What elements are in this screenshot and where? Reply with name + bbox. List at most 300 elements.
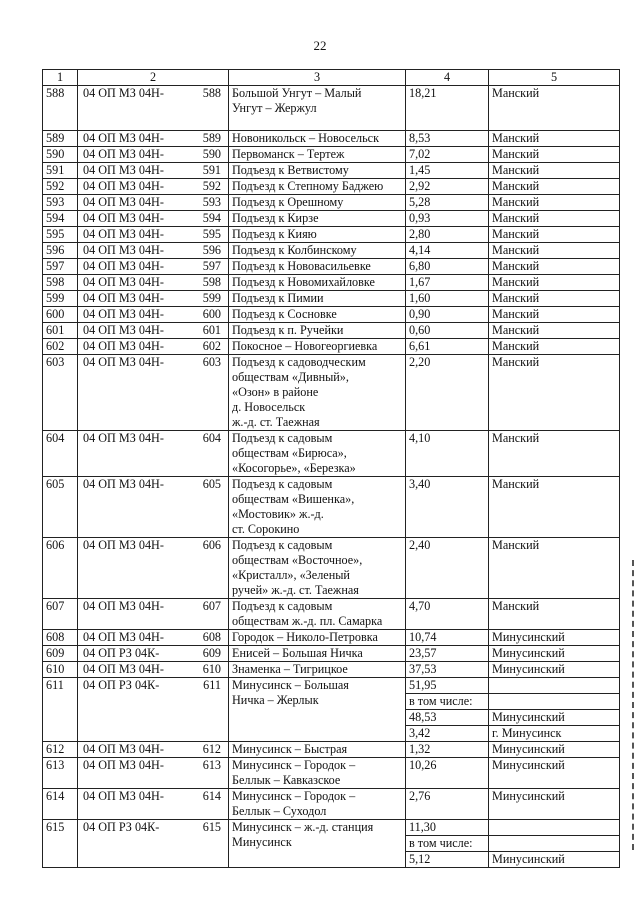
table-row (43, 163, 620, 179)
length-cell (406, 179, 489, 195)
binding-edge-mark (632, 560, 640, 850)
district-value: Минусинский (492, 789, 565, 803)
district-cell (489, 758, 620, 789)
road-code-number: 606 (202, 538, 221, 552)
road-code-number: 612 (202, 742, 221, 756)
table-row (43, 630, 620, 646)
road-code: 04 ОП РЗ 04К- (83, 678, 160, 692)
row-number: 601 (43, 323, 78, 339)
road-code-cell (78, 789, 229, 820)
row-number: 588 (43, 86, 78, 131)
row-number: 607 (43, 599, 78, 630)
row-number: 609 (43, 646, 78, 662)
road-name-cell (229, 820, 406, 868)
road-code-cell (78, 211, 229, 227)
road-code-number: 594 (202, 211, 221, 225)
road-name-line: Покосное – Новогеоргиевка (232, 339, 378, 353)
district-cell (489, 147, 620, 163)
length-cell (406, 646, 489, 662)
length-cell (406, 86, 489, 131)
header-cell-5: 5 (489, 70, 620, 86)
road-name-cell (229, 431, 406, 477)
road-name-cell (229, 662, 406, 678)
road-code: 04 ОП МЗ 04Н- (83, 323, 164, 337)
length-cell (406, 243, 489, 259)
length-cell (406, 275, 489, 291)
road-code-number: 601 (202, 323, 221, 337)
row-number: 600 (43, 307, 78, 323)
district-cell (489, 307, 620, 323)
road-name-line: Енисей – Большая Ничка (232, 646, 363, 660)
road-name-line: Подъезд к садовым (232, 431, 333, 445)
table-row (43, 211, 620, 227)
road-code-number: 589 (202, 131, 221, 145)
district-value: Манский (492, 195, 540, 209)
road-code-cell (78, 307, 229, 323)
row-number: 614 (43, 789, 78, 820)
district-value (489, 694, 619, 710)
road-code-number: 611 (203, 678, 221, 692)
length-value: 4,14 (409, 243, 431, 257)
road-code-cell (78, 323, 229, 339)
table-row (43, 86, 620, 131)
length-value: 7,02 (409, 147, 431, 161)
district-cell (489, 599, 620, 630)
road-code-cell (78, 646, 229, 662)
district-value: Манский (492, 307, 540, 321)
district-value (489, 678, 619, 694)
road-name-line: Подъезд к Степному Баджею (232, 179, 384, 193)
length-value: 10,74 (409, 630, 437, 644)
road-name-line: Унгут – Жержул (232, 101, 317, 115)
row-number: 606 (43, 538, 78, 599)
length-value: 2,40 (409, 538, 431, 552)
road-name-line: Подъезд к Пимии (232, 291, 324, 305)
district-value: Минусинский (492, 742, 565, 756)
road-code-number: 600 (202, 307, 221, 321)
district-value: Минусинский (492, 852, 565, 866)
length-value: 1,60 (409, 291, 431, 305)
district-cell (489, 742, 620, 758)
road-code-number: 614 (202, 789, 221, 803)
road-code: 04 ОП МЗ 04Н- (83, 789, 164, 803)
district-cell (489, 431, 620, 477)
header-cell-3: 3 (229, 70, 406, 86)
row-number: 612 (43, 742, 78, 758)
road-code-cell (78, 538, 229, 599)
row-number: 594 (43, 211, 78, 227)
row-number: 611 (43, 678, 78, 742)
length-value: в том числе: (406, 694, 488, 710)
table-row (43, 646, 620, 662)
road-name-cell (229, 307, 406, 323)
road-name-cell (229, 599, 406, 630)
road-name-line: обществам «Дивный», (232, 370, 349, 384)
road-code-number: 596 (202, 243, 221, 257)
district-value: Манский (492, 227, 540, 241)
row-number: 598 (43, 275, 78, 291)
length-value: 51,95 (406, 678, 488, 694)
header-cell-4: 4 (406, 70, 489, 86)
table-row (43, 195, 620, 211)
road-code: 04 ОП РЗ 04К- (83, 820, 160, 834)
district-value: Манский (492, 599, 540, 613)
row-number: 602 (43, 339, 78, 355)
road-name-line: Большой Унгут – Малый (232, 86, 362, 100)
district-value: Манский (492, 538, 540, 552)
road-name-line: обществам «Восточное», (232, 553, 363, 567)
road-name-line: обществам ж.-д. пл. Самарка (232, 614, 383, 628)
district-value: Минусинский (492, 630, 565, 644)
district-cell (489, 259, 620, 275)
length-cell (406, 742, 489, 758)
district-value (489, 820, 619, 836)
table-row (43, 477, 620, 538)
length-cell (406, 227, 489, 243)
district-cell (489, 243, 620, 259)
row-number: 610 (43, 662, 78, 678)
length-value: в том числе: (406, 836, 488, 852)
road-name-cell (229, 323, 406, 339)
district-cell (489, 86, 620, 131)
row-number: 592 (43, 179, 78, 195)
road-name-line: Подъезд к Кирзе (232, 211, 319, 225)
road-code-number: 588 (202, 86, 221, 100)
road-name-line: Минусинск – ж.-д. станция (232, 820, 374, 834)
road-code-number: 602 (202, 339, 221, 353)
road-code-number: 608 (202, 630, 221, 644)
road-code: 04 ОП МЗ 04Н- (83, 275, 164, 289)
road-code: 04 ОП МЗ 04Н- (83, 291, 164, 305)
road-code-cell (78, 227, 229, 243)
district-cell (489, 678, 620, 742)
road-name-cell (229, 163, 406, 179)
district-cell (489, 630, 620, 646)
district-value: Манский (492, 147, 540, 161)
road-name-line: «Мостовик» ж.-д. (232, 507, 324, 521)
length-value: 48,53 (406, 710, 488, 726)
road-name-line: Минусинск – Большая (232, 678, 349, 692)
road-code-cell (78, 662, 229, 678)
road-name-line: Подъезд к Нововасильевке (232, 259, 371, 273)
district-value: Минусинский (492, 662, 565, 676)
row-number: 593 (43, 195, 78, 211)
road-code: 04 ОП МЗ 04Н- (83, 227, 164, 241)
road-name-line: обществам «Бирюса», (232, 446, 347, 460)
road-code-cell (78, 339, 229, 355)
length-value: 3,40 (409, 477, 431, 491)
road-name-line: Подъезд к Орешному (232, 195, 344, 209)
road-code-cell (78, 243, 229, 259)
length-value: 1,67 (409, 275, 431, 289)
page-number: 22 (313, 38, 327, 53)
road-code-cell (78, 179, 229, 195)
length-value: 10,26 (409, 758, 437, 772)
road-name-line: Минусинск (232, 835, 292, 849)
road-name-cell (229, 538, 406, 599)
district-value: г. Минусинск (492, 726, 562, 740)
road-name-line: Минусинск – Городок – (232, 758, 356, 772)
road-code: 04 ОП МЗ 04Н- (83, 538, 164, 552)
length-cell (406, 163, 489, 179)
row-number: 590 (43, 147, 78, 163)
table-row (43, 147, 620, 163)
table-row (43, 323, 620, 339)
road-code: 04 ОП МЗ 04Н- (83, 477, 164, 491)
road-code: 04 ОП МЗ 04Н- (83, 131, 164, 145)
road-code: 04 ОП МЗ 04Н- (83, 630, 164, 644)
road-name-cell (229, 477, 406, 538)
road-code-cell (78, 86, 229, 131)
length-cell (406, 758, 489, 789)
row-number: 603 (43, 355, 78, 431)
district-cell (489, 646, 620, 662)
district-value: Манский (492, 259, 540, 273)
road-code-number: 597 (202, 259, 221, 273)
length-cell (406, 259, 489, 275)
road-code-number: 607 (202, 599, 221, 613)
road-code: 04 ОП МЗ 04Н- (83, 662, 164, 676)
road-code-cell (78, 431, 229, 477)
road-name-line: Подъезд к Ветвистому (232, 163, 349, 177)
length-value: 18,21 (409, 86, 437, 100)
road-code-cell (78, 742, 229, 758)
table-row (43, 662, 620, 678)
length-cell (406, 538, 489, 599)
length-cell (406, 147, 489, 163)
length-value: 5,12 (409, 852, 431, 866)
road-code-number: 599 (202, 291, 221, 305)
row-number: 605 (43, 477, 78, 538)
row-number: 596 (43, 243, 78, 259)
table-row (43, 355, 620, 431)
table-row (43, 758, 620, 789)
road-code: 04 ОП МЗ 04Н- (83, 211, 164, 225)
district-value: Манский (492, 275, 540, 289)
road-code: 04 ОП МЗ 04Н- (83, 147, 164, 161)
district-cell (489, 662, 620, 678)
road-name-cell (229, 211, 406, 227)
header-cell-1: 1 (43, 70, 78, 86)
length-cell (406, 307, 489, 323)
road-name-cell (229, 630, 406, 646)
road-code-cell (78, 678, 229, 742)
road-name-cell (229, 291, 406, 307)
length-value: 5,28 (409, 195, 431, 209)
district-value: Минусинский (489, 710, 619, 726)
length-value: 37,53 (409, 662, 437, 676)
road-code-cell (78, 820, 229, 868)
road-name-cell (229, 789, 406, 820)
road-name-line: ж.-д. ст. Таежная (232, 415, 320, 429)
district-cell (489, 477, 620, 538)
road-name-cell (229, 86, 406, 131)
road-name-line: Знаменка – Тигрицкое (232, 662, 348, 676)
district-value: Манский (492, 179, 540, 193)
length-cell (406, 131, 489, 147)
length-value: 0,93 (409, 211, 431, 225)
road-name-line: Подъезд к Кияю (232, 227, 317, 241)
table-row (43, 599, 620, 630)
road-code: 04 ОП МЗ 04Н- (83, 599, 164, 613)
road-name-line: Минусинск – Быстрая (232, 742, 348, 756)
district-value: Манский (492, 339, 540, 353)
length-cell (406, 477, 489, 538)
road-code-number: 605 (202, 477, 221, 491)
row-number: 591 (43, 163, 78, 179)
road-name-line: Беллык – Суходол (232, 804, 327, 818)
district-value: Манский (492, 243, 540, 257)
road-name-line: Подъезд к садовым (232, 538, 333, 552)
row-number: 613 (43, 758, 78, 789)
road-code-number: 615 (202, 820, 221, 834)
road-name-line: Городок – Николо-Петровка (232, 630, 378, 644)
road-code-number: 591 (202, 163, 221, 177)
road-name-cell (229, 131, 406, 147)
road-name-cell (229, 646, 406, 662)
road-code: 04 ОП МЗ 04Н- (83, 307, 164, 321)
road-name-line: Минусинск – Городок – (232, 789, 356, 803)
road-code: 04 ОП МЗ 04Н- (83, 163, 164, 177)
district-value (489, 836, 619, 852)
table-row (43, 538, 620, 599)
road-code: 04 ОП МЗ 04Н- (83, 195, 164, 209)
district-value: Минусинский (492, 646, 565, 660)
district-cell (489, 195, 620, 211)
road-code-number: 592 (202, 179, 221, 193)
district-value: Манский (492, 291, 540, 305)
district-cell (489, 275, 620, 291)
district-cell (489, 163, 620, 179)
row-number: 615 (43, 820, 78, 868)
table-row (43, 307, 620, 323)
length-value: 11,30 (406, 820, 488, 836)
table-row (43, 131, 620, 147)
road-code-number: 590 (202, 147, 221, 161)
road-code-cell (78, 599, 229, 630)
table-row (43, 339, 620, 355)
table-row (43, 678, 620, 742)
road-code: 04 ОП МЗ 04Н- (83, 758, 164, 772)
length-value: 4,70 (409, 599, 431, 613)
road-name-cell (229, 275, 406, 291)
table-row (43, 820, 620, 868)
road-name-line: Ничка – Жерлык (232, 693, 319, 707)
district-cell (489, 179, 620, 195)
district-value: Манский (492, 211, 540, 225)
header-row (43, 70, 620, 86)
district-cell (489, 538, 620, 599)
road-name-line: Подъезд к п. Ручейки (232, 323, 344, 337)
district-cell (489, 789, 620, 820)
road-code-cell (78, 131, 229, 147)
row-number: 589 (43, 131, 78, 147)
length-cell (406, 678, 489, 742)
length-value: 1,45 (409, 163, 431, 177)
district-value: Манский (492, 355, 540, 369)
district-cell (489, 227, 620, 243)
length-value: 2,92 (409, 179, 431, 193)
road-code: 04 ОП МЗ 04Н- (83, 243, 164, 257)
length-value: 1,32 (409, 742, 431, 756)
road-code: 04 ОП МЗ 04Н- (83, 86, 164, 100)
road-name-cell (229, 147, 406, 163)
district-value: Манский (492, 477, 540, 491)
road-name-line: Новоникольск – Новосельск (232, 131, 379, 145)
district-cell (489, 131, 620, 147)
table-row (43, 179, 620, 195)
road-name-line: Первоманск – Тертеж (232, 147, 345, 161)
road-name-line: «Косогорье», «Березка» (232, 461, 356, 475)
length-value: 8,53 (409, 131, 431, 145)
road-name-line: д. Новосельск (232, 400, 306, 414)
header-cell-2: 2 (78, 70, 229, 86)
road-code-cell (78, 630, 229, 646)
road-name-cell (229, 339, 406, 355)
road-name-cell (229, 227, 406, 243)
roads-table-body (43, 70, 620, 868)
row-number: 608 (43, 630, 78, 646)
road-name-line: ст. Сорокино (232, 522, 300, 536)
road-name-line: Подъезд к садоводческим (232, 355, 366, 369)
length-cell (406, 339, 489, 355)
length-value: 2,76 (409, 789, 431, 803)
road-code-cell (78, 163, 229, 179)
road-code: 04 ОП МЗ 04Н- (83, 259, 164, 273)
district-cell (489, 820, 620, 868)
road-name-line: Подъезд к садовым (232, 599, 333, 613)
district-value: Манский (492, 131, 540, 145)
table-row (43, 275, 620, 291)
road-name-line: Подъезд к Колбинскому (232, 243, 357, 257)
length-value: 4,10 (409, 431, 431, 445)
row-number: 604 (43, 431, 78, 477)
road-code: 04 ОП МЗ 04Н- (83, 355, 164, 369)
road-code-cell (78, 147, 229, 163)
road-name-line: «Кристалл», «Зеленый (232, 568, 350, 582)
road-name-cell (229, 758, 406, 789)
road-name-line: ручей» ж.-д. ст. Таежная (232, 583, 359, 597)
length-cell (406, 211, 489, 227)
district-cell (489, 339, 620, 355)
length-cell (406, 291, 489, 307)
road-name-line: Беллык – Кавказское (232, 773, 341, 787)
road-name-cell (229, 678, 406, 742)
length-value: 23,57 (409, 646, 437, 660)
road-name-cell (229, 195, 406, 211)
row-number: 595 (43, 227, 78, 243)
road-name-line: обществам «Вишенка», (232, 492, 355, 506)
district-value: Минусинский (492, 758, 565, 772)
road-code-cell (78, 275, 229, 291)
road-code-number: 609 (202, 646, 221, 660)
length-value: 2,80 (409, 227, 431, 241)
length-cell (406, 789, 489, 820)
district-cell (489, 355, 620, 431)
length-cell (406, 820, 489, 868)
length-cell (406, 599, 489, 630)
length-value: 2,20 (409, 355, 431, 369)
length-cell (406, 355, 489, 431)
road-code-cell (78, 477, 229, 538)
road-code-number: 604 (202, 431, 221, 445)
district-cell (489, 323, 620, 339)
road-name-cell (229, 355, 406, 431)
road-code-cell (78, 355, 229, 431)
road-name-cell (229, 243, 406, 259)
road-code: 04 ОП МЗ 04Н- (83, 742, 164, 756)
district-value: Манский (492, 323, 540, 337)
